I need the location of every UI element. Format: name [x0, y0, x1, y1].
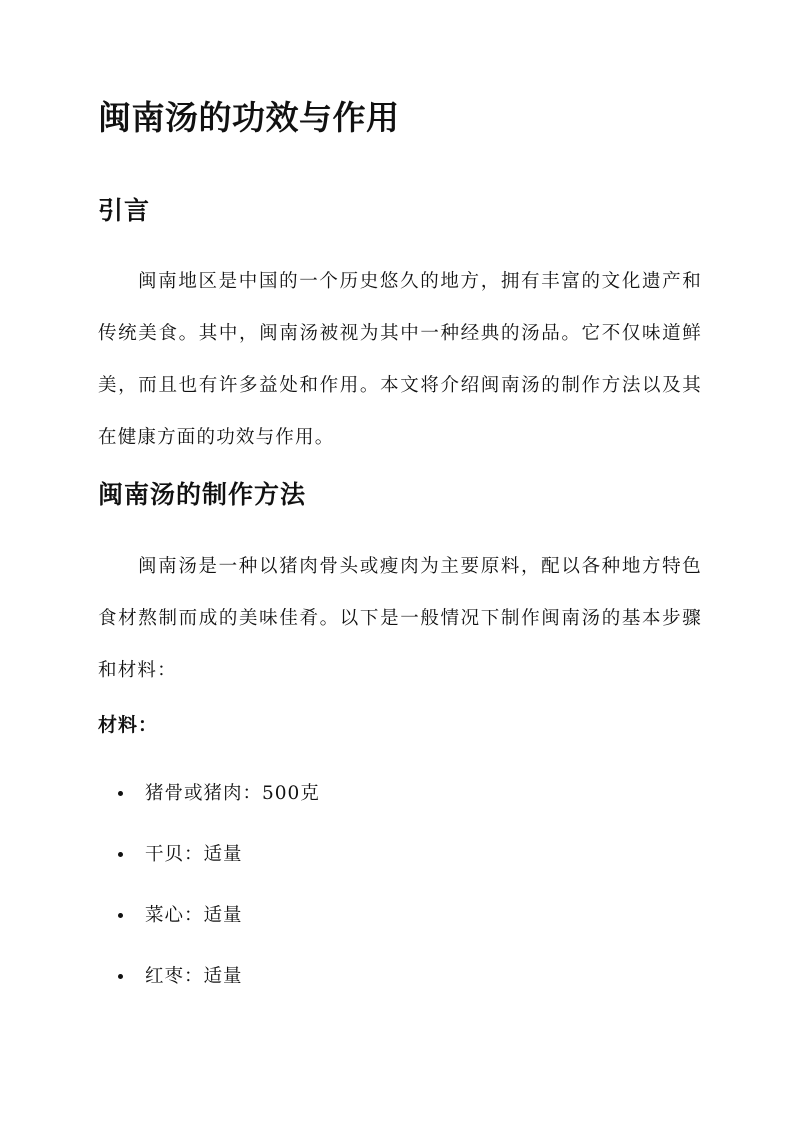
materials-item-text: 猪骨或猪肉：500克	[145, 783, 320, 804]
bullet-icon	[118, 913, 123, 918]
method-paragraph: 闽南汤是一种以猪肉骨头或瘦肉为主要原料，配以各种地方特色食材熬制而成的美味佳肴。以下是一般情况下制作闽南汤的基本步骤和材料：	[98, 556, 702, 681]
bullet-icon	[118, 791, 123, 796]
materials-item-text: 红枣：适量	[145, 966, 243, 987]
intro-heading: 引言	[98, 196, 151, 225]
document-title: 闽南汤的功效与作用	[98, 98, 400, 137]
method-heading: 闽南汤的制作方法	[98, 480, 307, 509]
materials-item-text: 菜心：适量	[145, 905, 243, 926]
materials-heading: 材料：	[98, 714, 159, 736]
materials-item-text: 干贝：适量	[145, 844, 243, 865]
bullet-icon	[118, 852, 123, 857]
intro-paragraph: 闽南地区是中国的一个历史悠久的地方，拥有丰富的文化遗产和传统美食。其中，闽南汤被视为其中一种经典的汤品。它不仅味道鲜美，而且也有许多益处和作用。本文将介绍闽南汤的制作方法以及其在健康方面的功效与作用。	[98, 271, 702, 448]
bullet-icon	[118, 974, 123, 979]
